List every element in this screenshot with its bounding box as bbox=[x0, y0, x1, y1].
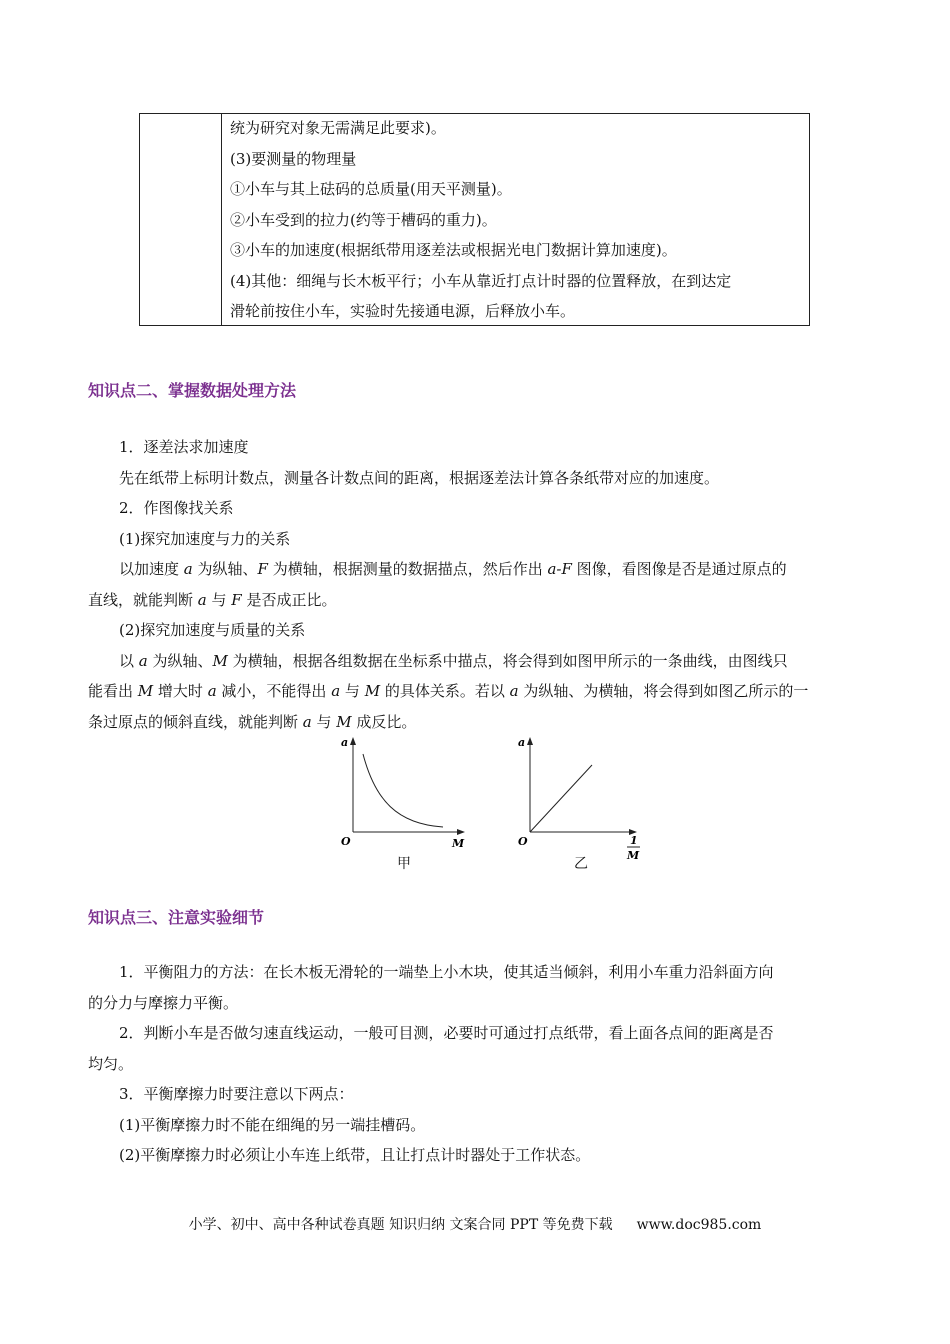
x-axis-label-denominator: M bbox=[627, 849, 640, 862]
paragraph bbox=[88, 707, 864, 738]
text-run: 减小，不能得出 bbox=[216, 682, 332, 700]
x-axis-label-numerator: 1 bbox=[630, 834, 638, 847]
y-axis-arrow bbox=[527, 737, 533, 745]
text-run: 是否成正比。 bbox=[241, 590, 337, 609]
requirements-table bbox=[139, 113, 810, 326]
paragraph: (1)平衡摩擦力时不能在细绳的另一端挂槽码。 bbox=[119, 1115, 426, 1134]
graph-caption-yi: 乙 bbox=[574, 856, 588, 872]
graph-caption-jia: 甲 bbox=[397, 856, 411, 872]
graph-a-vs-M bbox=[335, 732, 475, 857]
proportional-line bbox=[530, 765, 592, 832]
origin-label: O bbox=[341, 835, 351, 848]
text-run: 与 bbox=[340, 682, 365, 700]
x-axis-arrow bbox=[457, 829, 465, 835]
table-left-cell bbox=[140, 114, 222, 325]
table-line: 滑轮前按住小车，实验时先接通电源，后释放小车。 bbox=[230, 302, 576, 320]
var-M: M bbox=[212, 651, 228, 670]
var-F: F bbox=[257, 560, 268, 578]
paragraph: (2)探究加速度与质量的关系 bbox=[119, 621, 306, 639]
section-heading-data-processing: 知识点二、掌握数据处理方法 bbox=[88, 381, 297, 400]
section-heading-experiment-details: 知识点三、注意实验细节 bbox=[88, 908, 265, 927]
paragraph bbox=[88, 554, 864, 585]
var-M: M bbox=[137, 682, 154, 700]
text-run: 为横轴，根据各组数据在坐标系中描点，将会得到如图甲所示的一条曲线，由图线只 bbox=[227, 651, 788, 670]
text-run: 能看出 bbox=[88, 682, 138, 700]
text-run: 以加速度 bbox=[119, 560, 184, 578]
paragraph: 均匀。 bbox=[88, 1054, 134, 1073]
text-run: 增大时 bbox=[153, 682, 208, 700]
var-a: a bbox=[302, 712, 312, 731]
var-M: M bbox=[364, 682, 381, 700]
table-line: (3)要测量的物理量 bbox=[230, 149, 357, 168]
paragraph: 2．判断小车是否做匀速直线运动，一般可目测，必要时可通过打点纸带，看上面各点间的距离是否 bbox=[119, 1024, 774, 1042]
table-line: ②小车受到的拉力(约等于槽码的重力)。 bbox=[230, 210, 497, 229]
text-run: 与 bbox=[311, 712, 337, 731]
y-axis-label: a bbox=[518, 736, 526, 749]
var-a: a bbox=[138, 651, 148, 670]
paragraph: 1．平衡阻力的方法：在长木板无滑轮的一端垫上小木块，使其适当倾斜，利用小车重力沿斜面方向 bbox=[119, 963, 774, 981]
footer-url: www.doc985.com bbox=[636, 1217, 762, 1233]
var-F: F bbox=[231, 590, 242, 609]
var-a: a bbox=[197, 590, 207, 609]
page-footer bbox=[0, 1214, 950, 1234]
paragraph: 1．逐差法求加速度 bbox=[119, 438, 249, 456]
text-run: 与 bbox=[206, 590, 232, 609]
text-run: 条过原点的倾斜直线，就能判断 bbox=[88, 712, 303, 731]
y-axis-label: a bbox=[341, 736, 349, 749]
section-3-body bbox=[88, 957, 864, 1171]
text-run: 为纵轴、 bbox=[192, 560, 258, 578]
paragraph: 先在纸带上标明计数点，测量各计数点间的距离，根据逐差法计算各条纸带对应的加速度。 bbox=[119, 468, 720, 487]
table-line: ①小车与其上砝码的总质量(用天平测量)。 bbox=[230, 180, 512, 198]
table-line: 统为研究对象无需满足此要求)。 bbox=[230, 119, 446, 137]
var-a: a bbox=[207, 682, 217, 700]
text-run: 为横轴，根据测量的数据描点，然后作出 bbox=[267, 560, 548, 578]
paragraph bbox=[88, 646, 864, 677]
paragraph: 的分力与摩擦力平衡。 bbox=[88, 993, 239, 1012]
table-line: ③小车的加速度(根据纸带用逐差法或根据光电门数据计算加速度)。 bbox=[230, 241, 677, 259]
var-a: a bbox=[183, 560, 193, 578]
y-axis-arrow bbox=[350, 737, 356, 745]
text-run: 的具体关系。若以 bbox=[380, 682, 510, 700]
var-a-F: a-F bbox=[547, 560, 572, 578]
footer-text: 小学、初中、高中各种试卷真题 知识归纳 文案合同 PPT 等免费下载 bbox=[188, 1217, 613, 1233]
paragraph: 2．作图像找关系 bbox=[119, 499, 234, 517]
paragraph: (1)探究加速度与力的关系 bbox=[119, 529, 291, 548]
text-run: 成反比。 bbox=[351, 712, 417, 731]
paragraph: 3．平衡摩擦力时要注意以下两点： bbox=[119, 1085, 354, 1103]
paragraph: (2)平衡摩擦力时必须让小车连上纸带，且让打点计时器处于工作状态。 bbox=[119, 1146, 591, 1164]
var-M: M bbox=[336, 712, 352, 731]
section-2-body bbox=[88, 432, 864, 737]
paragraph bbox=[88, 585, 864, 616]
var-a: a bbox=[331, 682, 341, 700]
table-line: (4)其他：细绳与长木板平行；小车从靠近打点计时器的位置释放，在到达定 bbox=[230, 271, 732, 290]
text-run: 以 bbox=[119, 651, 139, 670]
hyperbola-curve bbox=[363, 754, 443, 827]
text-run: 为纵轴、为横轴，将会得到如图乙所示的一 bbox=[518, 682, 809, 700]
text-run: 图像，看图像是否是通过原点的 bbox=[571, 560, 787, 578]
origin-label: O bbox=[518, 835, 528, 848]
x-axis-label: M bbox=[452, 837, 465, 850]
text-run: 直线，就能判断 bbox=[88, 590, 198, 609]
text-run: 为纵轴、 bbox=[147, 651, 213, 670]
paragraph bbox=[88, 676, 864, 707]
var-a: a bbox=[509, 682, 519, 700]
table-right-cell bbox=[230, 114, 795, 327]
graph-a-vs-inverse-M bbox=[512, 732, 652, 872]
